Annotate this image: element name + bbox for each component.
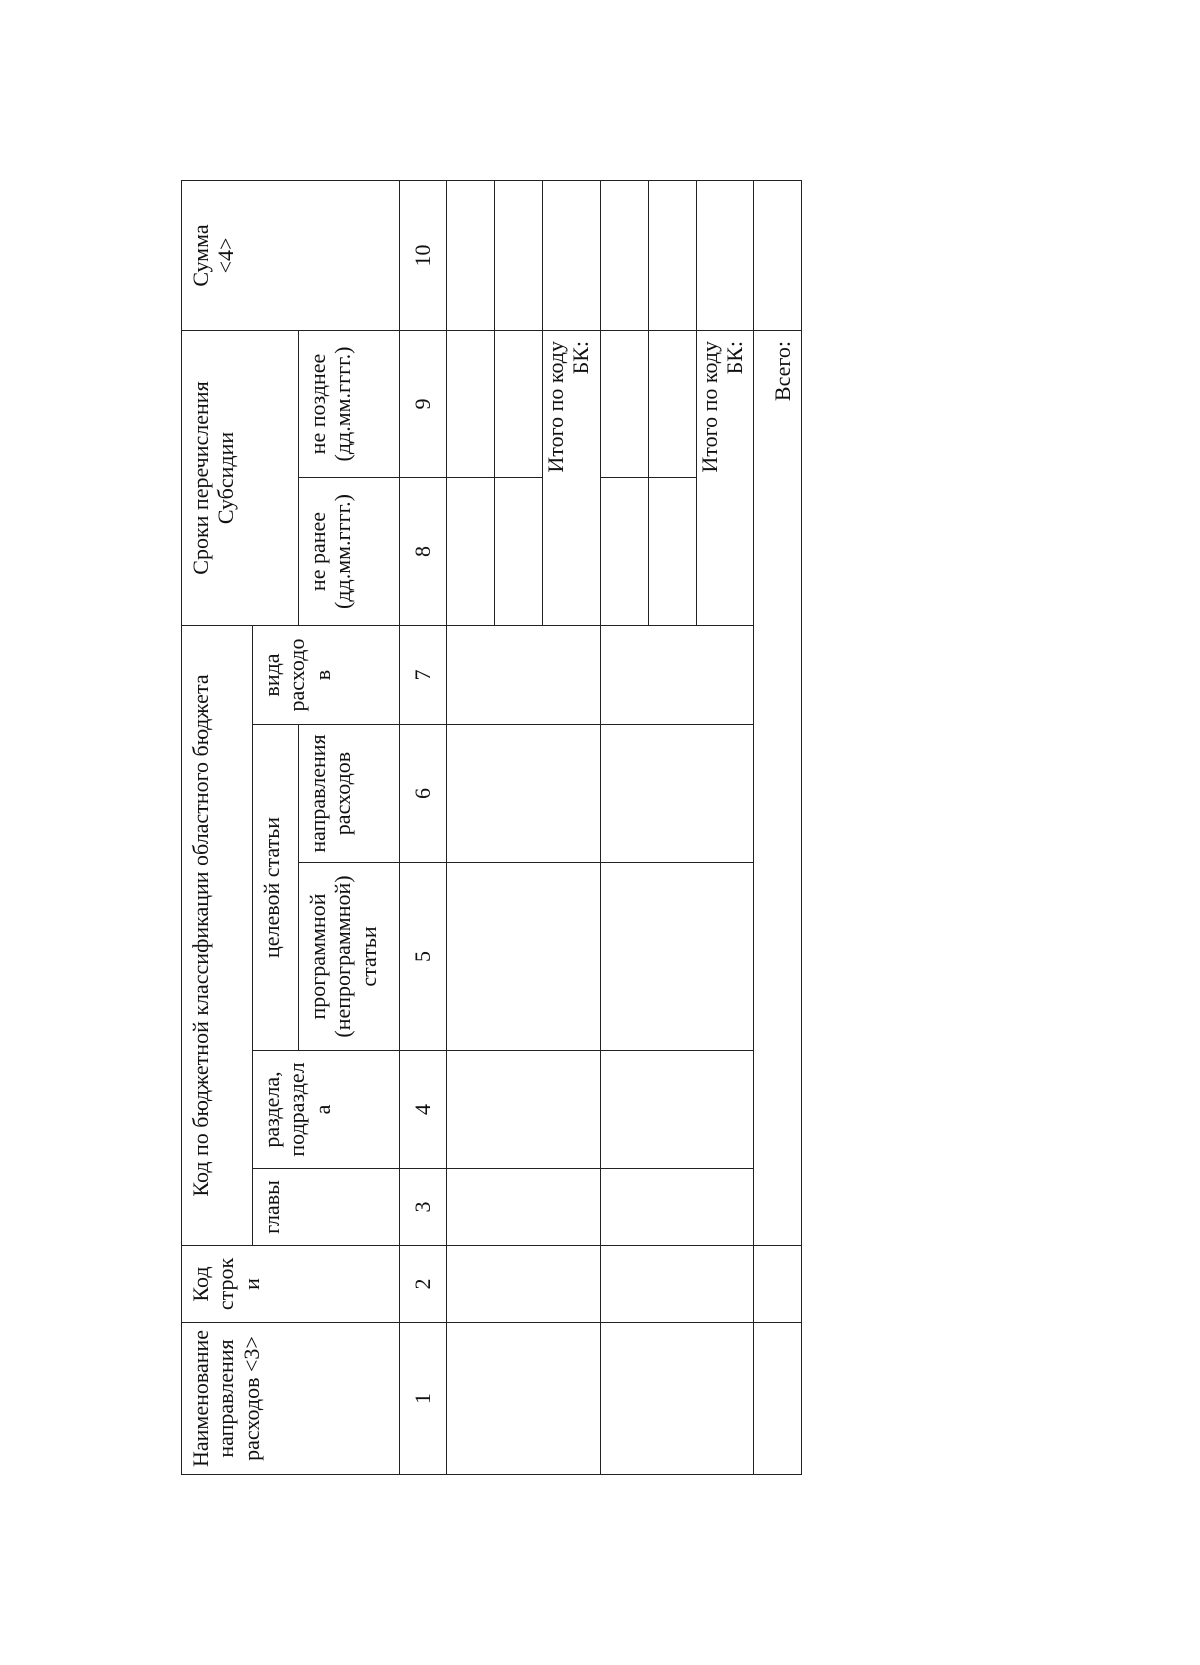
subtotal-spacer (543, 478, 601, 626)
header-name-line: расходов <3> (238, 1336, 264, 1461)
total-cell (754, 1323, 802, 1475)
subtotal-sum (543, 181, 601, 331)
data-cell (447, 181, 495, 331)
data-cell (447, 1169, 601, 1246)
data-cell (495, 331, 543, 478)
header-transfer-terms-line: Субсидии (213, 431, 239, 525)
header-direction-line: расходов (330, 751, 356, 836)
subtotal-sum (696, 181, 754, 331)
column-number: 7 (400, 626, 447, 725)
header-direction (299, 725, 400, 863)
data-cell (495, 478, 543, 626)
header-name-line: направления (213, 1339, 239, 1458)
column-number: 9 (400, 331, 447, 478)
header-row-code (182, 1246, 400, 1323)
header-not-later-line: (дд.мм.гггг.) (330, 346, 356, 462)
header-not-earlier (299, 478, 400, 626)
column-number: 5 (400, 863, 447, 1051)
header-row-code-line: строк (213, 1257, 239, 1311)
header-expense-type-line: вида (259, 653, 284, 697)
data-cell (447, 478, 495, 626)
rotated-page (181, 181, 797, 1475)
column-number: 3 (400, 1169, 447, 1246)
total-sum (754, 181, 802, 331)
header-program-line: (непрограммной) (330, 875, 356, 1038)
subtotal-spacer (696, 478, 754, 626)
column-number: 4 (400, 1051, 447, 1169)
subsidy-schedule-table (181, 180, 802, 1475)
header-section-line: а (309, 1104, 335, 1115)
header-expense-type-line: расходо (284, 638, 310, 712)
data-cell (447, 1246, 601, 1323)
data-cell (648, 331, 696, 478)
header-bk-code: Код по бюджетной классификации областного бюджета (182, 626, 253, 1246)
header-not-earlier-line: (дд.мм.гггг.) (330, 494, 356, 609)
header-not-later (299, 331, 400, 478)
column-number: 2 (400, 1246, 447, 1323)
column-number: 10 (400, 181, 447, 331)
data-cell (600, 331, 648, 478)
header-sum-line: <4> (213, 237, 239, 274)
header-section (253, 1051, 400, 1169)
data-cell (447, 331, 495, 478)
header-program-line: статьи (355, 926, 381, 987)
data-cell (600, 1246, 754, 1323)
data-cell (447, 1051, 601, 1169)
header-name (182, 1323, 400, 1475)
header-program-line: программной (305, 893, 330, 1020)
data-cell (600, 725, 754, 863)
header-sum (182, 181, 400, 331)
column-number: 6 (400, 725, 447, 863)
data-cell (600, 181, 648, 331)
data-cell (600, 1169, 754, 1246)
data-cell (648, 181, 696, 331)
header-sum-line: Сумма (188, 224, 213, 287)
subtotal-label: Итого по коду БК: (696, 331, 754, 478)
total-cell (754, 1246, 802, 1323)
data-cell (600, 1051, 754, 1169)
header-name-line: Наименование (188, 1329, 213, 1468)
header-transfer-terms-line: Сроки перечисления (188, 381, 213, 575)
data-cell (600, 626, 754, 725)
data-cell (600, 478, 648, 626)
data-cell (447, 626, 601, 725)
header-transfer-terms (182, 331, 299, 626)
header-not-earlier-line: не ранее (305, 511, 330, 592)
header-section-line: раздела, (259, 1071, 284, 1148)
data-cell (447, 725, 601, 863)
header-expense-type (253, 626, 400, 725)
data-cell (600, 863, 754, 1051)
header-program (299, 863, 400, 1051)
header-direction-line: направления (305, 734, 330, 853)
header-not-later-line: не позднее (305, 353, 330, 455)
data-cell (447, 863, 601, 1051)
header-row-code-line: и (238, 1278, 264, 1290)
data-cell (447, 1323, 601, 1475)
data-cell (648, 478, 696, 626)
header-target-article: целевой статьи (253, 725, 299, 1051)
data-cell (600, 1323, 754, 1475)
subtotal-label: Итого по коду БК: (543, 331, 601, 478)
total-label: Всего: (754, 331, 802, 1246)
column-number: 1 (400, 1323, 447, 1475)
data-cell (495, 181, 543, 331)
column-number: 8 (400, 478, 447, 626)
header-expense-type-line: в (309, 669, 335, 681)
header-chapter: главы (253, 1169, 400, 1246)
header-row-code-line: Код (188, 1266, 213, 1302)
header-section-line: подраздел (284, 1062, 310, 1157)
